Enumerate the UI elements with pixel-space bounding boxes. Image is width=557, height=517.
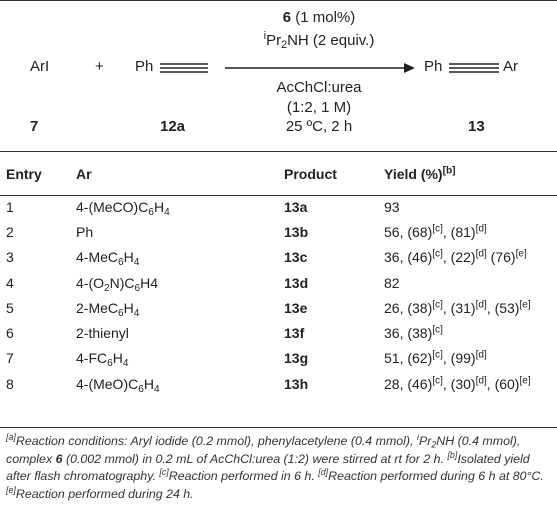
top-rule <box>0 0 557 1</box>
entry-cell: 1 <box>6 198 14 215</box>
yield-value: 36, (46) <box>384 249 433 266</box>
yield-value: 82 <box>384 274 400 291</box>
aryl-subscript: 4 <box>164 206 170 218</box>
footnote-b-mark: [b] <box>447 449 458 460</box>
footnote-e-mark: [e] <box>6 484 16 495</box>
product-cell: 13h <box>284 375 309 392</box>
aryl-text: H <box>112 350 123 367</box>
aryl-text: 4-(O <box>76 274 104 291</box>
base-sub: 2 <box>281 39 288 52</box>
table-header-row <box>0 154 557 194</box>
results-table <box>0 154 557 396</box>
reactant-ari-id: 7 <box>30 118 39 135</box>
aryl-subscript: 6 <box>148 206 154 218</box>
footnote-d-text: Reaction performed during 6 h at 80°C. <box>328 469 544 484</box>
table-row <box>0 245 557 270</box>
temperature-time: 25 ºC, 2 h <box>285 118 353 135</box>
yield-footnote-mark: [c] <box>432 375 443 387</box>
yield-value: , (81) <box>442 223 476 240</box>
footnote-a-sup: i <box>416 432 419 443</box>
product-cell: 13a <box>284 198 308 215</box>
table-row <box>0 270 557 295</box>
footnote-a-text3: NH (0.4 mmol), complex <box>6 434 521 466</box>
footnote-a-text1: Reaction conditions: Aryl iodide (0.2 mmol), phenylacetylene (0.4 mmol), <box>15 434 417 448</box>
aryl-text: N)C <box>109 274 135 291</box>
table-row <box>0 346 557 371</box>
yield-footnote-mark: [c] <box>432 349 443 361</box>
aryl-subscript: 2 <box>104 282 110 294</box>
aryl-text: H4 <box>140 274 159 291</box>
catalyst-condition <box>229 9 409 26</box>
product-cell: 13g <box>284 350 309 367</box>
aryl-subscript: 6 <box>134 282 141 294</box>
plus-sign: + <box>95 58 104 75</box>
yield-value: , (31) <box>442 299 476 316</box>
yield-cell <box>384 346 557 371</box>
footnote-d-mark: [d] <box>318 467 329 478</box>
yield-value: (76) <box>486 249 516 266</box>
yield-cell <box>384 295 557 320</box>
product-cell: 13c <box>284 249 308 266</box>
phenyl-label: Ph <box>135 58 154 75</box>
bottom-rule <box>0 427 557 428</box>
yield-cell <box>384 219 557 244</box>
aryl-cell <box>76 371 284 396</box>
entry-cell: 4 <box>6 274 14 291</box>
header-yield <box>384 154 557 194</box>
yield-cell <box>384 270 557 295</box>
aryl-cell <box>76 346 284 371</box>
aryl-text: Ph <box>76 223 94 240</box>
header-ar: Ar <box>76 166 92 182</box>
yield-footnote-mark: [d] <box>475 299 487 311</box>
reaction-arrow-icon <box>225 62 415 74</box>
entry-cell: 2 <box>6 223 14 240</box>
reactant-phenylacetylene <box>135 58 153 75</box>
yield-footnote-mark: [d] <box>475 223 487 235</box>
solvent-condition: AcChCl:urea <box>276 79 362 96</box>
yield-value: 51, (62) <box>384 350 433 367</box>
footnote-a-sub: 2 <box>431 439 437 450</box>
header-yield-sup: [b] <box>442 165 456 177</box>
triple-bond-icon <box>158 62 210 74</box>
product-phenyl: Ph <box>424 58 443 75</box>
yield-value: , (30) <box>442 375 476 392</box>
aryl-cell <box>76 245 284 270</box>
yield-footnote-mark: [d] <box>475 349 487 361</box>
base-text-a: Pr <box>266 32 282 49</box>
table-row <box>0 371 557 396</box>
ratio-condition: (1:2, 1 M) <box>286 99 352 116</box>
catalyst-number: 6 <box>282 9 292 26</box>
table-row <box>0 320 557 345</box>
header-rule <box>0 195 557 196</box>
aryl-subscript: 6 <box>118 307 124 319</box>
aryl-cell <box>76 320 284 345</box>
product-cell: 13d <box>284 274 309 291</box>
product-aryl: Ar <box>503 58 518 75</box>
yield-cell <box>384 194 557 219</box>
aryl-text: 4-MeC <box>76 249 119 266</box>
entry-cell: 3 <box>6 249 14 266</box>
aryl-text: H <box>153 198 165 215</box>
aryl-text: 4-FC <box>76 350 108 367</box>
aryl-subscript: 6 <box>118 257 124 269</box>
aryl-subscript: 6 <box>138 383 144 395</box>
aryl-text: H <box>143 375 154 392</box>
base-text-b: NH (2 equiv.) <box>287 32 375 49</box>
scheme-rule <box>0 151 557 152</box>
aryl-cell <box>76 295 284 320</box>
yield-value: 36, (38) <box>384 325 433 342</box>
aryl-text: 4-(MeO)C <box>76 375 139 392</box>
footnote-e-text: Reaction performed during 24 h. <box>15 486 194 501</box>
yield-value: , (53) <box>486 299 520 316</box>
table-row <box>0 194 557 219</box>
header-product: Product <box>284 166 337 182</box>
aryl-text: H <box>123 299 134 316</box>
aryl-text: 4-(MeCO)C <box>76 198 149 215</box>
aryl-subscript: 4 <box>133 307 140 319</box>
yield-footnote-mark: [c] <box>432 248 443 260</box>
yield-cell <box>384 320 557 345</box>
entry-cell: 5 <box>6 299 14 316</box>
aryl-subscript: 4 <box>133 257 140 269</box>
reactant-ari: ArI <box>30 58 50 75</box>
yield-cell <box>384 371 557 396</box>
yield-footnote-mark: [c] <box>432 223 443 235</box>
yield-footnote-mark: [c] <box>432 299 443 311</box>
entry-cell: 7 <box>6 350 14 367</box>
base-condition <box>229 30 409 52</box>
yield-value: , (60) <box>486 375 520 392</box>
catalyst-loading: (1 mol%) <box>291 9 356 26</box>
entry-cell: 8 <box>6 375 14 392</box>
aryl-text: H <box>123 249 134 266</box>
footnote-c-text: Reaction performed in 6 h. <box>168 469 319 484</box>
entry-cell: 6 <box>6 325 14 342</box>
footnotes <box>6 433 552 503</box>
footnote-a-mark: [a] <box>6 432 16 443</box>
footnote-a-text2: Pr <box>418 434 432 448</box>
aryl-cell <box>76 270 284 295</box>
product-triple-bond-icon <box>448 62 500 74</box>
footnote-a-bold: 6 <box>55 451 63 466</box>
footnote-b-text: Isolated yield after flash chromatography. <box>6 451 530 484</box>
yield-value: 56, (68) <box>384 223 433 240</box>
reactant-phenylacetylene-id: 12a <box>160 118 186 135</box>
aryl-subscript: 4 <box>122 358 129 370</box>
product-cell: 13b <box>284 223 309 240</box>
aryl-cell <box>76 194 284 219</box>
yield-cell <box>384 245 557 270</box>
aryl-text: 2-thienyl <box>76 325 129 342</box>
aryl-subscript: 6 <box>107 358 113 370</box>
base-sup: i <box>263 30 267 43</box>
yield-value: 93 <box>384 198 400 215</box>
product-id: 13 <box>468 118 485 135</box>
yield-value: 28, (46) <box>384 375 433 392</box>
product-cell: 13f <box>284 325 305 342</box>
yield-footnote-mark: [e] <box>519 299 531 311</box>
yield-footnote-mark: [d] <box>475 248 487 260</box>
aryl-text: 2-MeC <box>76 299 119 316</box>
header-entry: Entry <box>6 166 42 182</box>
table-row <box>0 295 557 320</box>
yield-footnote-mark: [e] <box>515 248 527 260</box>
aryl-cell <box>76 219 284 244</box>
product-cell: 13e <box>284 299 308 316</box>
yield-value: , (22) <box>442 249 476 266</box>
yield-footnote-mark: [c] <box>432 324 443 336</box>
header-yield-text: Yield (%) <box>384 166 443 182</box>
yield-footnote-mark: [d] <box>475 375 487 387</box>
yield-value: 26, (38) <box>384 299 433 316</box>
yield-value: , (99) <box>442 350 476 367</box>
yield-footnote-mark: [e] <box>519 375 531 387</box>
aryl-subscript: 4 <box>153 383 160 395</box>
table-row <box>0 219 557 244</box>
footnote-c-mark: [c] <box>159 467 169 478</box>
footnote-a-text4: (0.002 mmol) in 0.2 mL of AcChCl:urea (1:2) were stirred at rt for 2 h. <box>62 451 448 466</box>
